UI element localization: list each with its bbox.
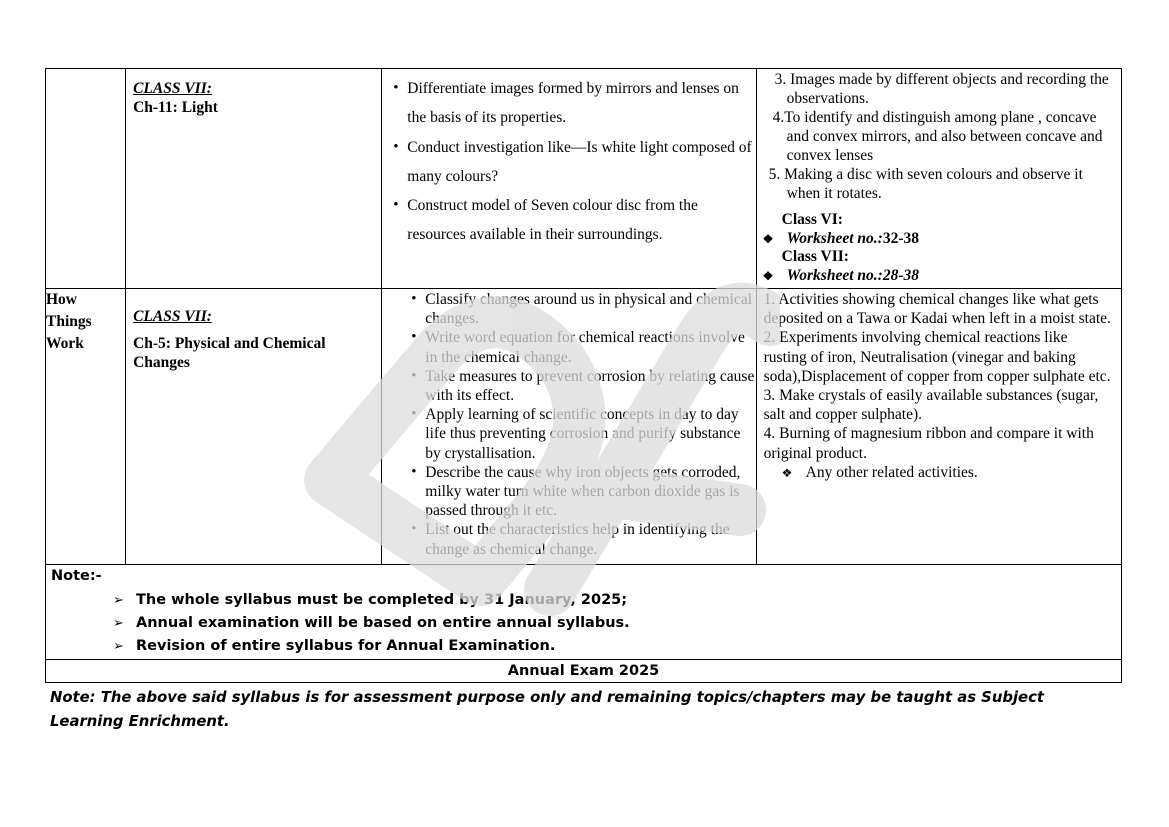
arrow-bullet-icon: ➢	[113, 593, 124, 608]
activity-text: 5. Making a disc with seven colours and observe it when it rotates.	[768, 166, 1083, 202]
list-item: • Write word equation for chemical reactions involve in the chemical change.	[425, 328, 755, 366]
activity-text: 1. Activities showing chemical changes like what gets deposited on a Tawa or Kadai when left in a moist state.	[763, 291, 1111, 328]
note-row	[46, 565, 1122, 660]
exam-row	[46, 660, 1122, 683]
activity-text: Any other related activities.	[805, 463, 978, 481]
note-heading: Note:-	[51, 568, 102, 584]
table-row	[46, 69, 1122, 289]
annual-exam-title: Annual Exam 2025	[46, 660, 1122, 683]
list-item: • List out the characteristics help in identifying the change as chemical change.	[425, 520, 755, 558]
theme-word: Work	[46, 335, 84, 352]
activity-text: 4. Burning of magnesium ribbon and compare it with original product.	[763, 425, 1094, 462]
activity-text: 3. Make crystals of easily available substances (sugar, salt and copper sulphate).	[763, 387, 1099, 424]
class-label: CLASS VII:	[133, 80, 212, 97]
activity-text: 4.To identify and distinguish among plane , concave and convex mirrors, and also between concave and convex lenses	[772, 109, 1103, 164]
list-item: • Classify changes around us in physical and chemical changes.	[425, 290, 755, 328]
note-item: ➢ Revision of entire syllabus for Annual Examination.	[113, 635, 1121, 658]
list-item: • Take measures to prevent corrosion by relating cause with its effect.	[425, 367, 755, 405]
list-item: • Conduct investigation like—Is white light composed of many colours?	[407, 133, 755, 192]
theme-word: How	[46, 291, 77, 308]
worksheet-label: Worksheet no.:	[786, 229, 883, 247]
chapter-cell	[126, 289, 382, 565]
objectives-cell	[382, 289, 756, 565]
theme-cell	[46, 289, 126, 565]
note-cell	[46, 565, 1122, 660]
class-label: CLASS VII:	[133, 308, 212, 325]
chapter-title: Ch-5: Physical and Chemical Changes	[133, 335, 326, 371]
diamond-bullet-icon: ❖	[762, 269, 774, 284]
diamond-bullet-icon: ❖	[781, 465, 793, 480]
activity-text: 3. Images made by different objects and recording the observations.	[774, 71, 1109, 107]
worksheet-class-label: Class VI:	[781, 211, 843, 228]
arrow-bullet-icon: ➢	[113, 616, 124, 631]
activity-text: 2. Experiments involving chemical reactions like rusting of iron, Neutralisation (vinegar and baking soda),Displacement of copper from copper sulphate etc.	[763, 329, 1111, 385]
diamond-bullet-icon: ❖	[762, 231, 774, 246]
worksheet-range: 28-38	[882, 267, 919, 285]
activities-cell	[756, 289, 1121, 565]
objectives-cell	[382, 69, 756, 289]
activities-cell	[756, 69, 1121, 289]
chapter-title: Ch-11: Light	[133, 99, 218, 116]
syllabus-table	[45, 68, 1122, 683]
worksheet-class-label: Class VII:	[781, 248, 849, 266]
list-item: • Differentiate images formed by mirrors and lenses on the basis of its properties.	[407, 74, 755, 133]
table-row	[46, 289, 1122, 565]
worksheet-range: 32-38	[882, 229, 919, 247]
note-item: ➢ The whole syllabus must be completed by 31 January, 2025;	[113, 589, 1121, 612]
theme-word: Things	[46, 313, 92, 330]
arrow-bullet-icon: ➢	[113, 639, 124, 654]
list-item: • Apply learning of scientific concepts in day to day life thus preventing corrosion and purify substance by crystallisation.	[425, 405, 755, 463]
list-item: • Construct model of Seven colour disc from the resources available in their surroundings.	[407, 191, 755, 250]
list-item: • Describe the cause why iron objects gets corroded, milky water turn white when carbon dioxide gas is passed through it etc.	[425, 463, 755, 521]
footer-note: Note: The above said syllabus is for assessment purpose only and remaining topics/chapters may be taught as Subject Learning Enrichment.	[50, 689, 1044, 730]
theme-cell	[46, 69, 126, 289]
worksheet-label: Worksheet no.:	[786, 267, 883, 285]
chapter-cell	[126, 69, 382, 289]
note-item: ➢ Annual examination will be based on entire annual syllabus.	[113, 612, 1121, 635]
